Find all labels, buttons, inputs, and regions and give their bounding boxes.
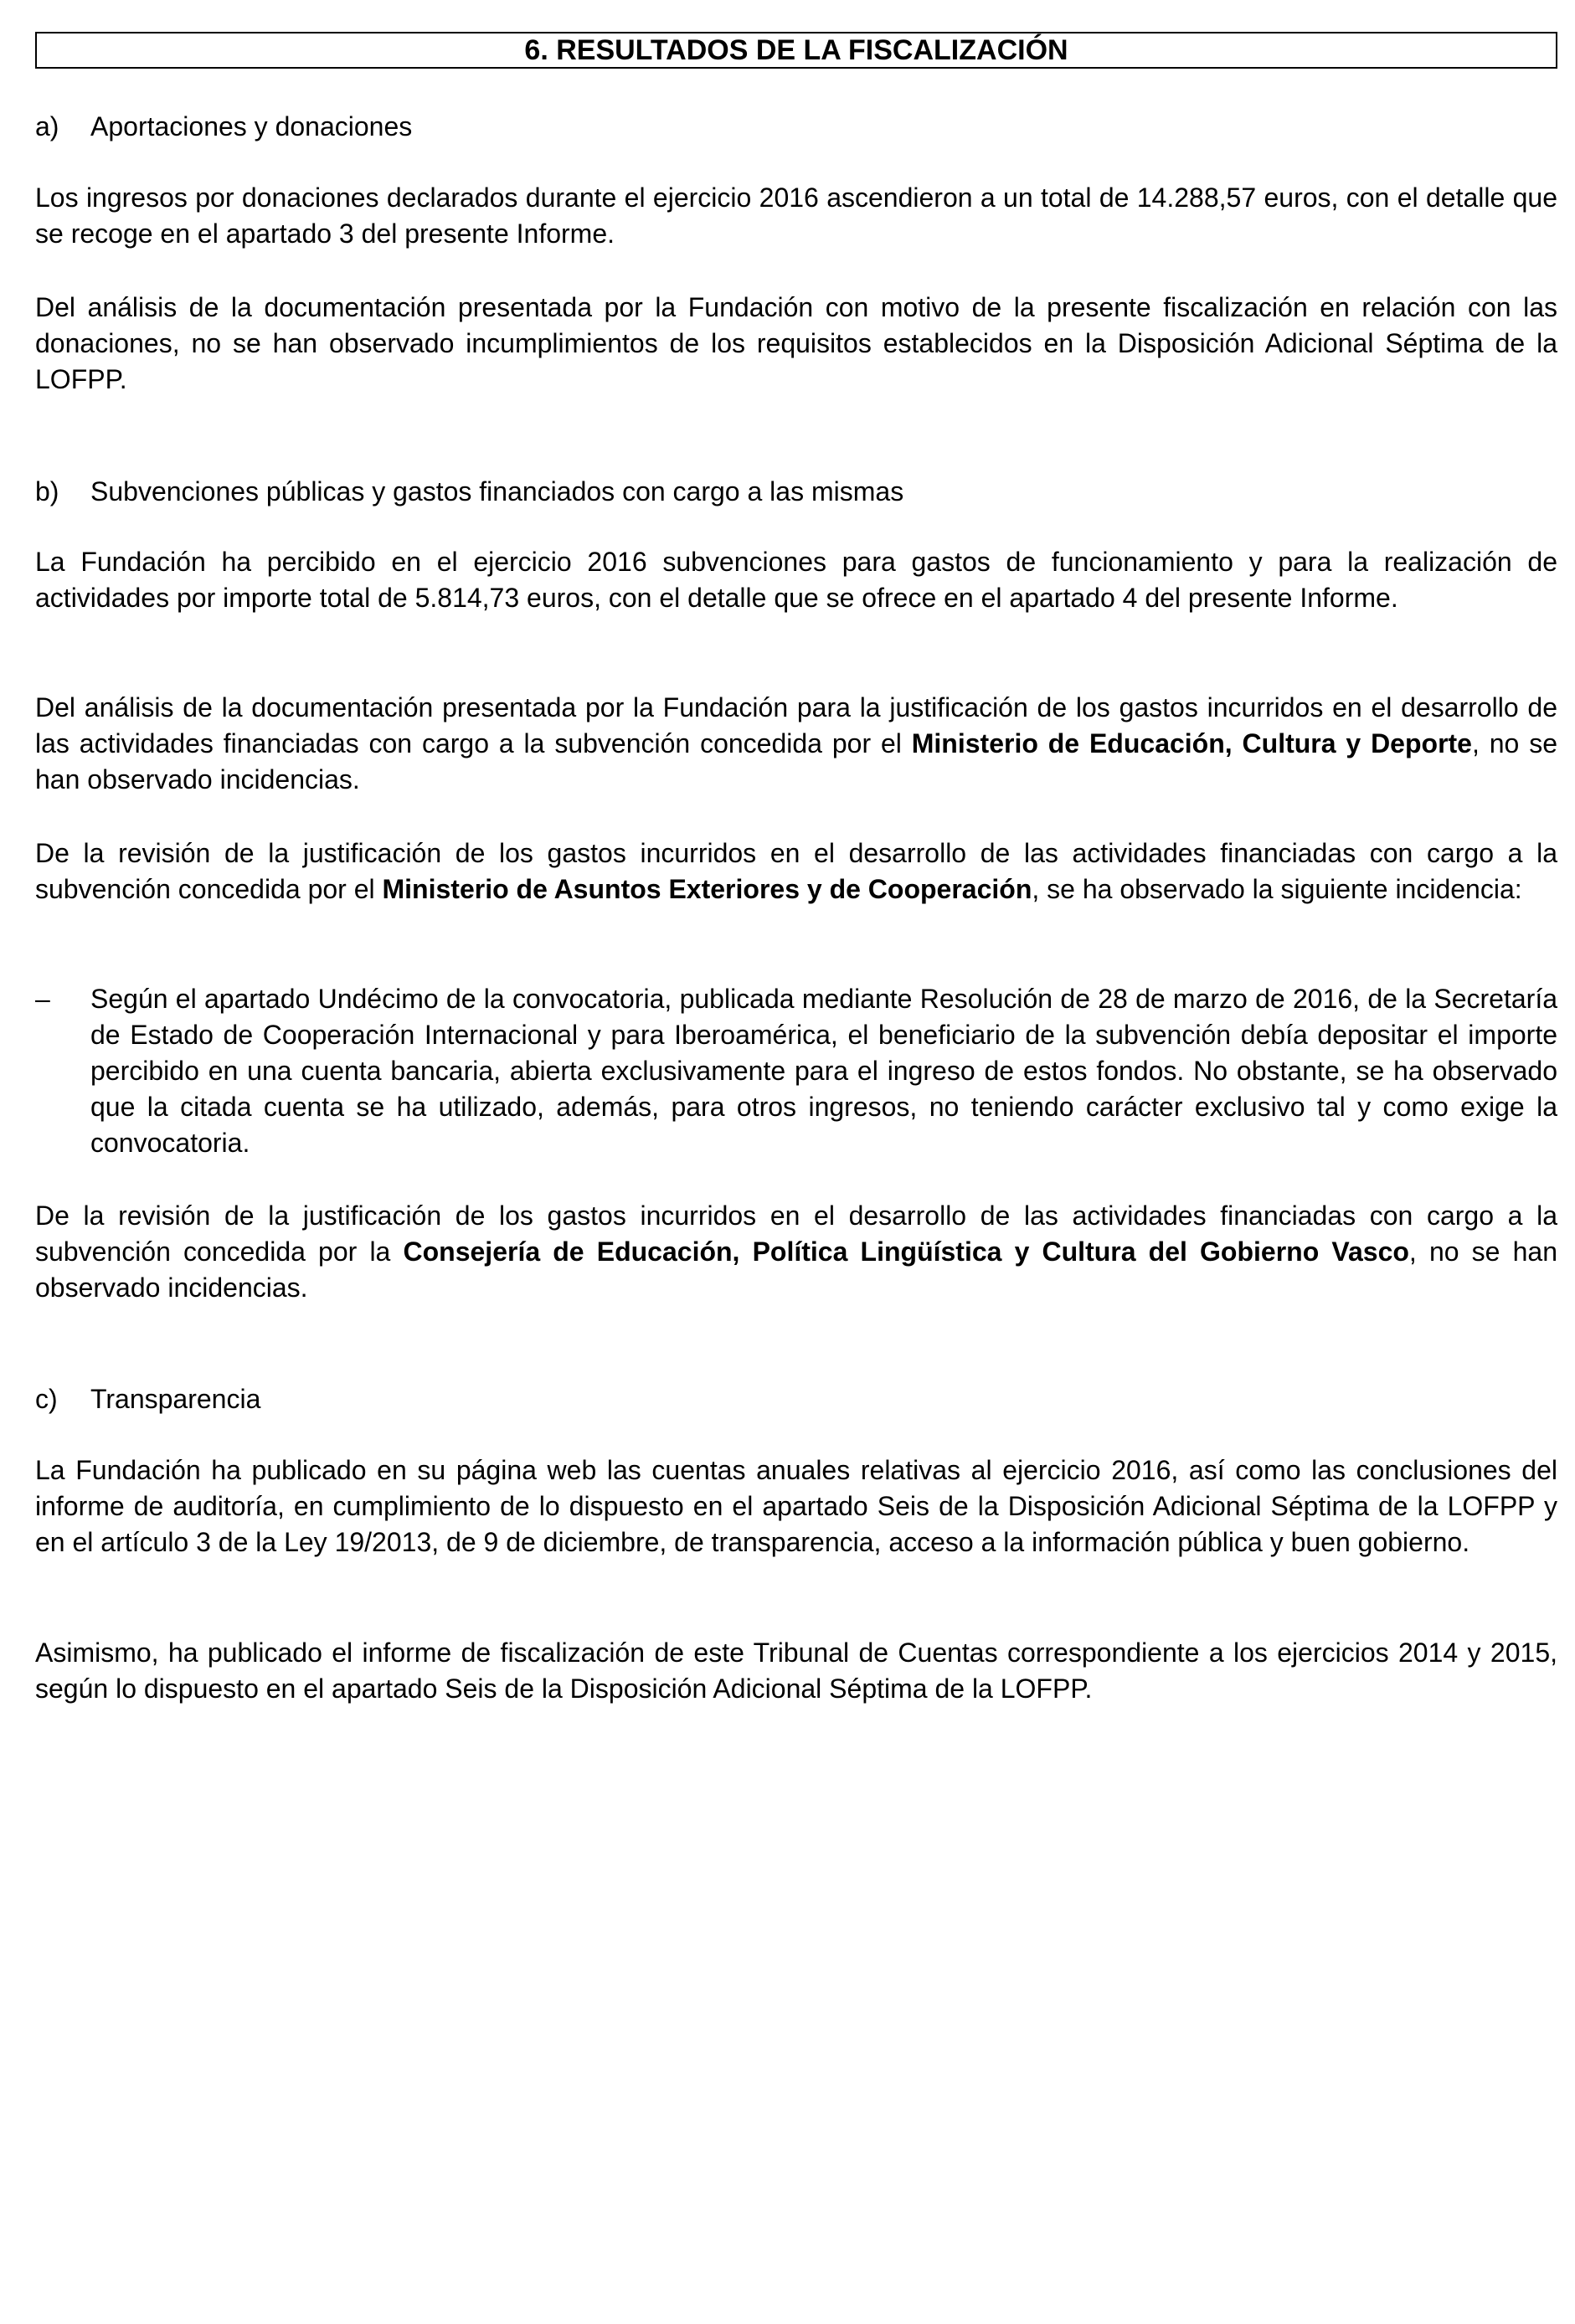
paragraph-b3 [35,836,1557,907]
section-title: 6. RESULTADOS DE LA FISCALIZACIÓN [35,32,1557,69]
ministry-education-name: Ministerio de Educación, Cultura y Deporte [911,728,1472,758]
heading-b-letter: b) [35,476,59,506]
heading-a-text: Aportaciones y donaciones [90,111,413,141]
document-page [35,32,1558,1704]
paragraph-b4 [35,1198,1557,1306]
basque-government-name: Consejería de Educación, Política Lingüística y Cultura del Gobierno Vasco [403,1237,1409,1267]
paragraph-b3-end: , se ha observado la siguiente incidencia: [1032,874,1522,904]
paragraph-b3-text: De la revisión de la justificación de los gastos incurridos en el desarrollo de las actividades financiadas con cargo a la subvención concedida por el [35,838,1557,904]
paragraph-b4-text: De la revisión de la justificación de los gastos incurridos en el desarrollo de las actividades financiadas con cargo a la subvención concedida por la [35,1201,1557,1267]
paragraph-b2-end: , no se han observado incidencias. [35,728,1558,794]
incidence-bullet-text: Según el apartado Undécimo de la convocatoria, publicada mediante Resolución de 28 de marzo de 2016, de la Secretaría de Estado de Cooperación Internacional y para Iberoamérica, el beneficiario de la subvención debía depositar el importe percibido en una cuenta bancaria, abierta exclusivamente para el ingreso de estos fondos. No obstante, se ha observado que la citada cuenta se ha utilizado, además, para otros ingresos, no teniendo carácter exclusivo tal y como exige la convocatoria. [90,984,1557,1158]
ministry-foreign-affairs-name: Ministerio de Asuntos Exteriores y de Cooperación [382,874,1032,904]
paragraph-c1: La Fundación ha publicado en su página web las cuentas anuales relativas al ejercicio 2016, así como las conclusiones del informe de auditoría, en cumplimiento de lo dispuesto en el apartado Seis de la Disposición Adicional Séptima de la LOFPP y en el artículo 3 de la Ley 19/2013, de 9 de diciembre, de transparencia, acceso a la información pública y buen gobierno. [35,1455,1557,1557]
heading-b-text: Subvenciones públicas y gastos financiados con cargo a las mismas [90,476,904,506]
paragraph-a2: Del análisis de la documentación presentada por la Fundación con motivo de la presente fiscalización en relación con las donaciones, no se han observado incumplimientos de los requisitos establecidos en la Disposición Adicional Séptima de la LOFPP. [35,292,1557,394]
paragraph-b1: La Fundación ha percibido en el ejercicio 2016 subvenciones para gastos de funcionamiento y para la realización de actividades por importe total de 5.814,73 euros, con el detalle que se ofrece en el apartado 4 del presente Informe. [35,547,1557,613]
heading-c-letter: c) [35,1384,58,1414]
paragraph-a1: Los ingresos por donaciones declarados durante el ejercicio 2016 ascendieron a un total de 14.288,57 euros, con el detalle que se recoge en el apartado 3 del presente Informe. [35,183,1557,249]
heading-c-text: Transparencia [90,1384,261,1414]
paragraph-b2 [35,690,1557,798]
paragraph-b4-end: , no se han observado incidencias. [35,1237,1558,1303]
heading-a-letter: a) [35,111,59,141]
paragraph-b2-text: Del análisis de la documentación presentada por la Fundación para la justificación de los gastos incurridos en el desarrollo de las actividades financiadas con cargo a la subvención concedida por el [35,692,1557,758]
dash-bullet-icon: – [35,984,50,1014]
paragraph-c2: Asimismo, ha publicado el informe de fiscalización de este Tribunal de Cuentas correspondiente a los ejercicios 2014 y 2015, según lo dispuesto en el apartado Seis de la Disposición Adicional Séptima de la LOFPP. [35,1638,1557,1704]
